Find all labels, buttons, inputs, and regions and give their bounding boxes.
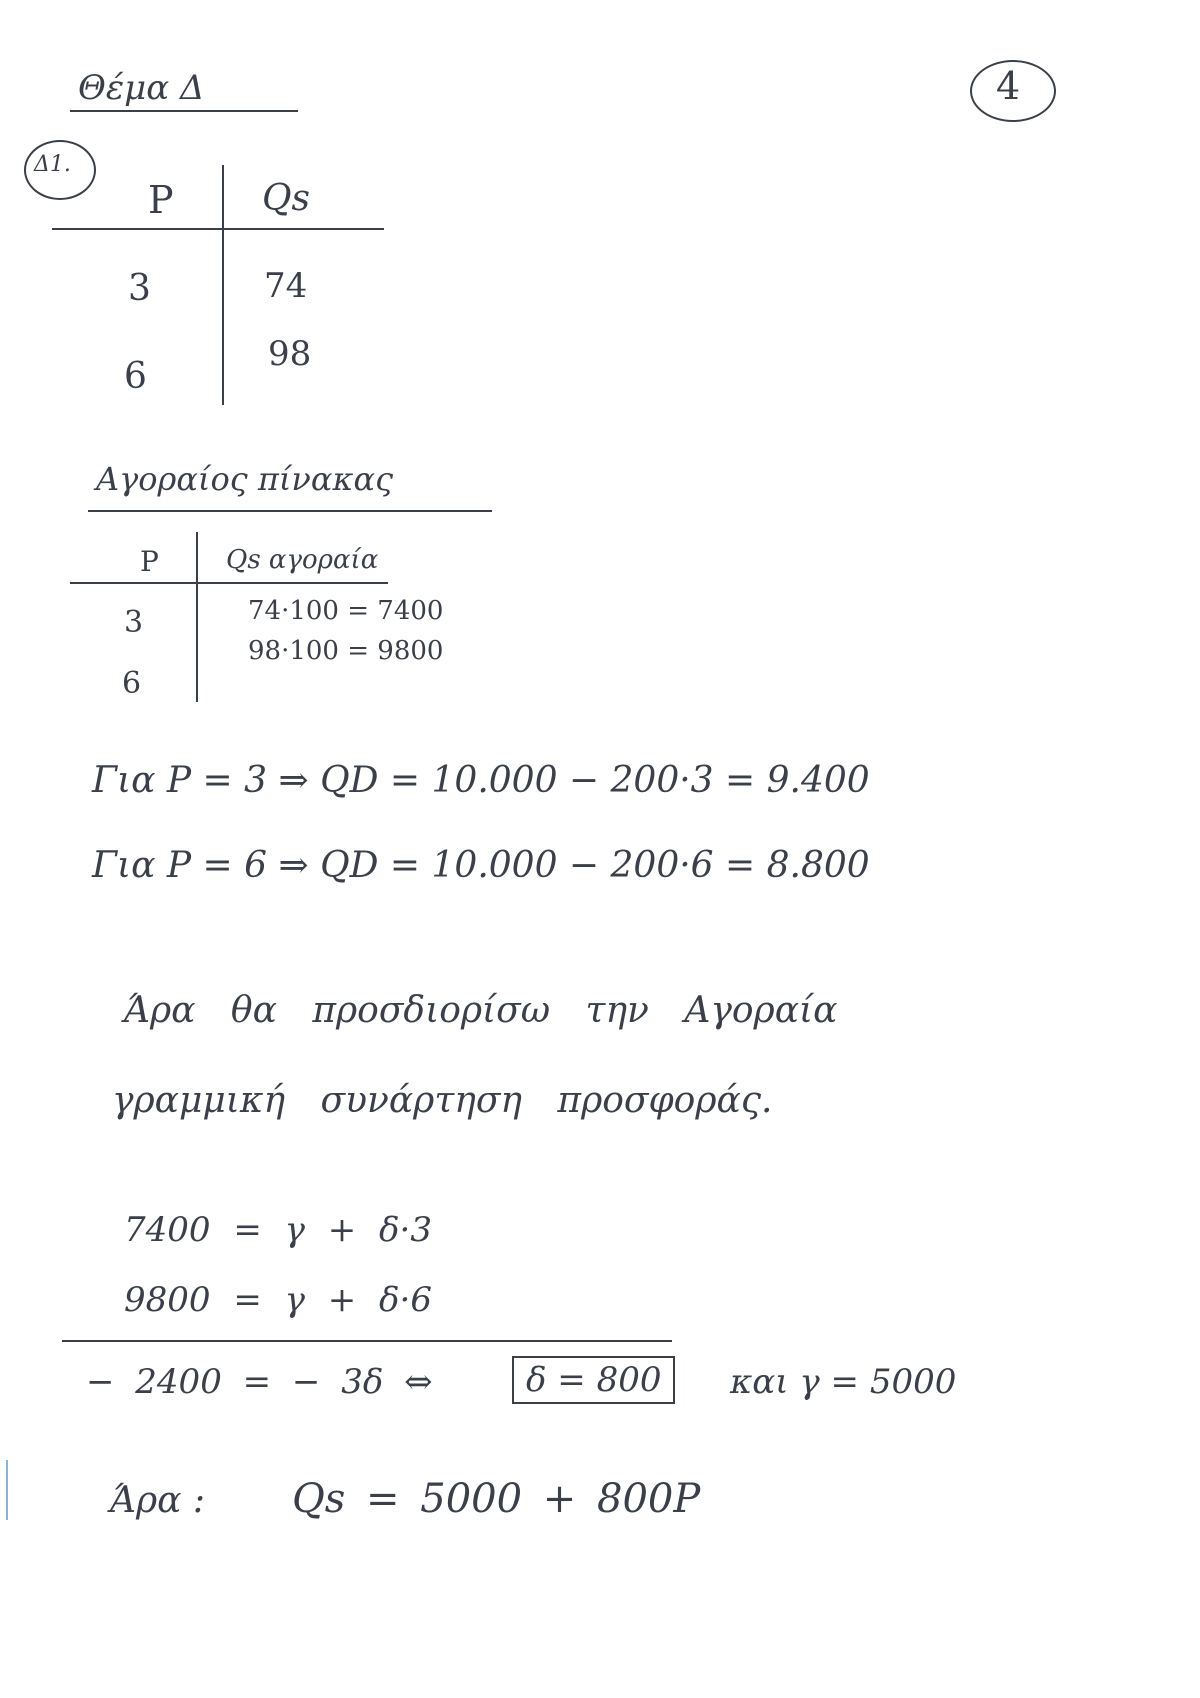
question-label: Δ1. xyxy=(34,152,71,177)
table1-header-qs: Qs xyxy=(262,178,310,219)
text-line: γραμμική συνάρτηση προσφοράς. xyxy=(112,1080,773,1121)
table1-vertical-rule xyxy=(222,165,224,405)
table1-cell-p: 3 xyxy=(128,268,151,309)
table1-header-p: P xyxy=(148,178,174,222)
page-number: 4 xyxy=(996,64,1021,108)
market-cell-qs: 98·100 = 9800 xyxy=(248,636,444,666)
table1-cell-p: 6 xyxy=(124,356,147,397)
boxed-result: δ = 800 xyxy=(512,1356,675,1404)
title-underline xyxy=(70,110,298,112)
market-header-p: P xyxy=(140,545,159,578)
table1-header-rule xyxy=(52,228,384,230)
demand-line: Για P = 3 ⇒ QD = 10.000 − 200·3 = 9.400 xyxy=(92,760,870,801)
demand-line: Για P = 6 ⇒ QD = 10.000 − 200·6 = 8.800 xyxy=(92,845,870,886)
equation-1: 7400 = γ + δ·3 xyxy=(124,1210,432,1250)
table1-cell-qs: 98 xyxy=(268,334,312,374)
subtraction-rule xyxy=(62,1340,672,1342)
text-line: Άρα θα προσδιορίσω την Αγοραία xyxy=(124,990,838,1031)
scan-edge-mark xyxy=(6,1460,8,1520)
table1-cell-qs: 74 xyxy=(264,266,308,306)
market-table-title: Αγοραίος πίνακας xyxy=(96,460,393,498)
page-title: Θέμα Δ xyxy=(78,68,205,108)
result-equation: − 2400 = − 3δ ⇔ xyxy=(86,1362,433,1402)
market-header-qs: Qs αγοραία xyxy=(226,545,379,575)
final-prefix: Άρα : xyxy=(110,1480,206,1521)
market-vertical-rule xyxy=(196,532,198,702)
final-equation: Qs = 5000 + 800P xyxy=(292,1476,701,1522)
equation-2: 9800 = γ + δ·6 xyxy=(124,1280,432,1320)
market-header-rule xyxy=(70,582,388,584)
market-cell-p: 3 xyxy=(124,605,144,640)
gamma-result: και γ = 5000 xyxy=(730,1362,957,1402)
market-title-underline xyxy=(88,510,492,512)
market-cell-qs: 74·100 = 7400 xyxy=(248,596,444,626)
market-cell-p: 6 xyxy=(122,666,142,701)
